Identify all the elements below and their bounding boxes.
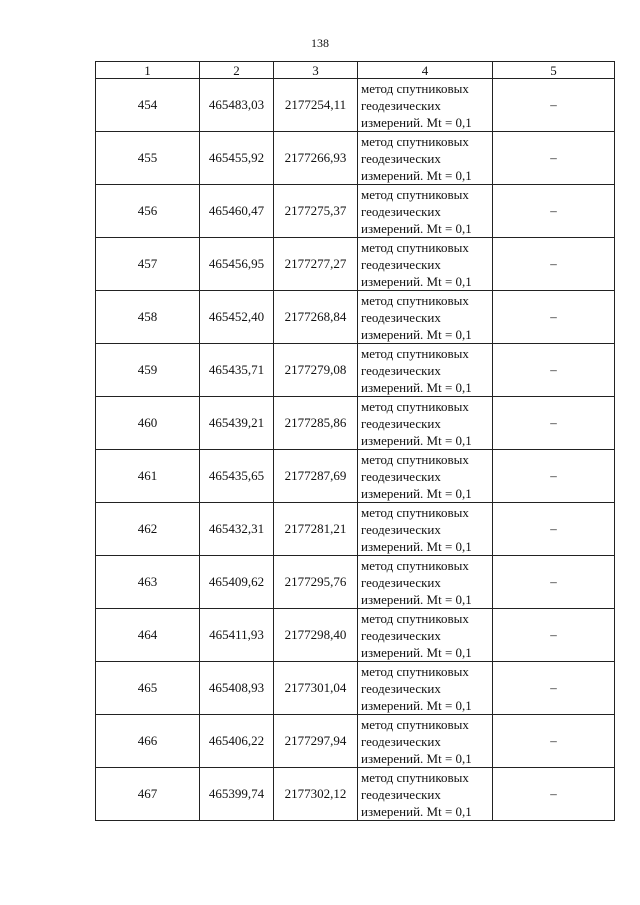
point-number-cell: 464 xyxy=(96,609,200,662)
table-row xyxy=(96,503,615,556)
x-coordinate-cell: 465435,71 xyxy=(200,344,274,397)
table-row xyxy=(96,715,615,768)
x-coordinate-cell: 465409,62 xyxy=(200,556,274,609)
method-line: измерений. Mt = 0,1 xyxy=(361,697,472,713)
method-line: измерений. Mt = 0,1 xyxy=(361,432,472,448)
method-line: измерений. Mt = 0,1 xyxy=(361,326,472,342)
column-header: 2 xyxy=(200,62,274,79)
point-number-cell: 455 xyxy=(96,132,200,185)
y-coordinate-cell: 2177295,76 xyxy=(274,556,358,609)
note-cell: – xyxy=(493,503,615,556)
method-line: геодезических xyxy=(361,97,441,113)
method-line: геодезических xyxy=(361,521,441,537)
method-line: измерений. Mt = 0,1 xyxy=(361,538,472,554)
note-cell: – xyxy=(493,715,615,768)
y-coordinate-cell: 2177279,08 xyxy=(274,344,358,397)
x-coordinate-cell: 465399,74 xyxy=(200,768,274,821)
method-line: метод спутниковых xyxy=(361,133,469,149)
method-line: геодезических xyxy=(361,415,441,431)
header-row xyxy=(96,62,615,79)
method-line: геодезических xyxy=(361,627,441,643)
note-cell: – xyxy=(493,79,615,132)
method-cell xyxy=(358,450,493,503)
method-cell xyxy=(358,768,493,821)
table-row xyxy=(96,768,615,821)
point-number-cell: 456 xyxy=(96,185,200,238)
x-coordinate-cell: 465439,21 xyxy=(200,397,274,450)
method-line: измерений. Mt = 0,1 xyxy=(361,167,472,183)
table-row xyxy=(96,238,615,291)
y-coordinate-cell: 2177277,27 xyxy=(274,238,358,291)
method-cell xyxy=(358,556,493,609)
method-line: геодезических xyxy=(361,150,441,166)
method-line: измерений. Mt = 0,1 xyxy=(361,379,472,395)
method-line: геодезических xyxy=(361,786,441,802)
y-coordinate-cell: 2177254,11 xyxy=(274,79,358,132)
method-line: измерений. Mt = 0,1 xyxy=(361,750,472,766)
x-coordinate-cell: 465435,65 xyxy=(200,450,274,503)
method-line: метод спутниковых xyxy=(361,239,469,255)
note-cell: – xyxy=(493,450,615,503)
page-number: 138 xyxy=(311,36,329,50)
table-row xyxy=(96,79,615,132)
method-line: геодезических xyxy=(361,680,441,696)
table-row xyxy=(96,609,615,662)
method-cell xyxy=(358,397,493,450)
point-number-cell: 459 xyxy=(96,344,200,397)
note-cell: – xyxy=(493,556,615,609)
table-row xyxy=(96,291,615,344)
y-coordinate-cell: 2177301,04 xyxy=(274,662,358,715)
note-cell: – xyxy=(493,185,615,238)
method-cell xyxy=(358,609,493,662)
column-header: 4 xyxy=(358,62,493,79)
x-coordinate-cell: 465460,47 xyxy=(200,185,274,238)
x-coordinate-cell: 465455,92 xyxy=(200,132,274,185)
y-coordinate-cell: 2177297,94 xyxy=(274,715,358,768)
method-line: метод спутниковых xyxy=(361,292,469,308)
method-cell xyxy=(358,132,493,185)
method-line: метод спутниковых xyxy=(361,769,469,785)
note-cell: – xyxy=(493,238,615,291)
x-coordinate-cell: 465432,31 xyxy=(200,503,274,556)
method-line: метод спутниковых xyxy=(361,186,469,202)
method-cell xyxy=(358,662,493,715)
method-line: метод спутниковых xyxy=(361,716,469,732)
method-line: метод спутниковых xyxy=(361,504,469,520)
method-line: измерений. Mt = 0,1 xyxy=(361,114,472,130)
method-line: метод спутниковых xyxy=(361,345,469,361)
point-number-cell: 463 xyxy=(96,556,200,609)
note-cell: – xyxy=(493,291,615,344)
method-line: измерений. Mt = 0,1 xyxy=(361,803,472,819)
column-header: 3 xyxy=(274,62,358,79)
note-cell: – xyxy=(493,397,615,450)
method-cell xyxy=(358,238,493,291)
point-number-cell: 457 xyxy=(96,238,200,291)
y-coordinate-cell: 2177275,37 xyxy=(274,185,358,238)
method-line: метод спутниковых xyxy=(361,80,469,96)
method-line: геодезических xyxy=(361,574,441,590)
method-line: измерений. Mt = 0,1 xyxy=(361,485,472,501)
point-number-cell: 462 xyxy=(96,503,200,556)
note-cell: – xyxy=(493,132,615,185)
method-line: геодезических xyxy=(361,309,441,325)
column-header: 1 xyxy=(96,62,200,79)
method-line: геодезических xyxy=(361,256,441,272)
x-coordinate-cell: 465456,95 xyxy=(200,238,274,291)
table-row xyxy=(96,556,615,609)
method-line: измерений. Mt = 0,1 xyxy=(361,220,472,236)
x-coordinate-cell: 465411,93 xyxy=(200,609,274,662)
table-row xyxy=(96,450,615,503)
method-line: измерений. Mt = 0,1 xyxy=(361,591,472,607)
method-cell xyxy=(358,344,493,397)
y-coordinate-cell: 2177268,84 xyxy=(274,291,358,344)
coordinates-table xyxy=(95,61,615,821)
y-coordinate-cell: 2177285,86 xyxy=(274,397,358,450)
note-cell: – xyxy=(493,344,615,397)
point-number-cell: 460 xyxy=(96,397,200,450)
method-line: метод спутниковых xyxy=(361,663,469,679)
point-number-cell: 467 xyxy=(96,768,200,821)
x-coordinate-cell: 465483,03 xyxy=(200,79,274,132)
point-number-cell: 461 xyxy=(96,450,200,503)
method-line: измерений. Mt = 0,1 xyxy=(361,273,472,289)
y-coordinate-cell: 2177281,21 xyxy=(274,503,358,556)
method-cell xyxy=(358,79,493,132)
y-coordinate-cell: 2177298,40 xyxy=(274,609,358,662)
method-line: измерений. Mt = 0,1 xyxy=(361,644,472,660)
point-number-cell: 466 xyxy=(96,715,200,768)
y-coordinate-cell: 2177302,12 xyxy=(274,768,358,821)
point-number-cell: 465 xyxy=(96,662,200,715)
note-cell: – xyxy=(493,609,615,662)
note-cell: – xyxy=(493,768,615,821)
x-coordinate-cell: 465408,93 xyxy=(200,662,274,715)
y-coordinate-cell: 2177287,69 xyxy=(274,450,358,503)
method-cell xyxy=(358,503,493,556)
method-line: метод спутниковых xyxy=(361,610,469,626)
table-row xyxy=(96,344,615,397)
method-line: метод спутниковых xyxy=(361,451,469,467)
table-row xyxy=(96,185,615,238)
x-coordinate-cell: 465452,40 xyxy=(200,291,274,344)
method-cell xyxy=(358,291,493,344)
x-coordinate-cell: 465406,22 xyxy=(200,715,274,768)
method-line: геодезических xyxy=(361,203,441,219)
column-header: 5 xyxy=(493,62,615,79)
method-line: метод спутниковых xyxy=(361,557,469,573)
table-row xyxy=(96,397,615,450)
point-number-cell: 458 xyxy=(96,291,200,344)
point-number-cell: 454 xyxy=(96,79,200,132)
method-cell xyxy=(358,185,493,238)
y-coordinate-cell: 2177266,93 xyxy=(274,132,358,185)
method-line: метод спутниковых xyxy=(361,398,469,414)
method-cell xyxy=(358,715,493,768)
method-line: геодезических xyxy=(361,468,441,484)
table-body xyxy=(96,79,615,821)
note-cell: – xyxy=(493,662,615,715)
method-line: геодезических xyxy=(361,733,441,749)
table-row xyxy=(96,132,615,185)
table-row xyxy=(96,662,615,715)
method-line: геодезических xyxy=(361,362,441,378)
